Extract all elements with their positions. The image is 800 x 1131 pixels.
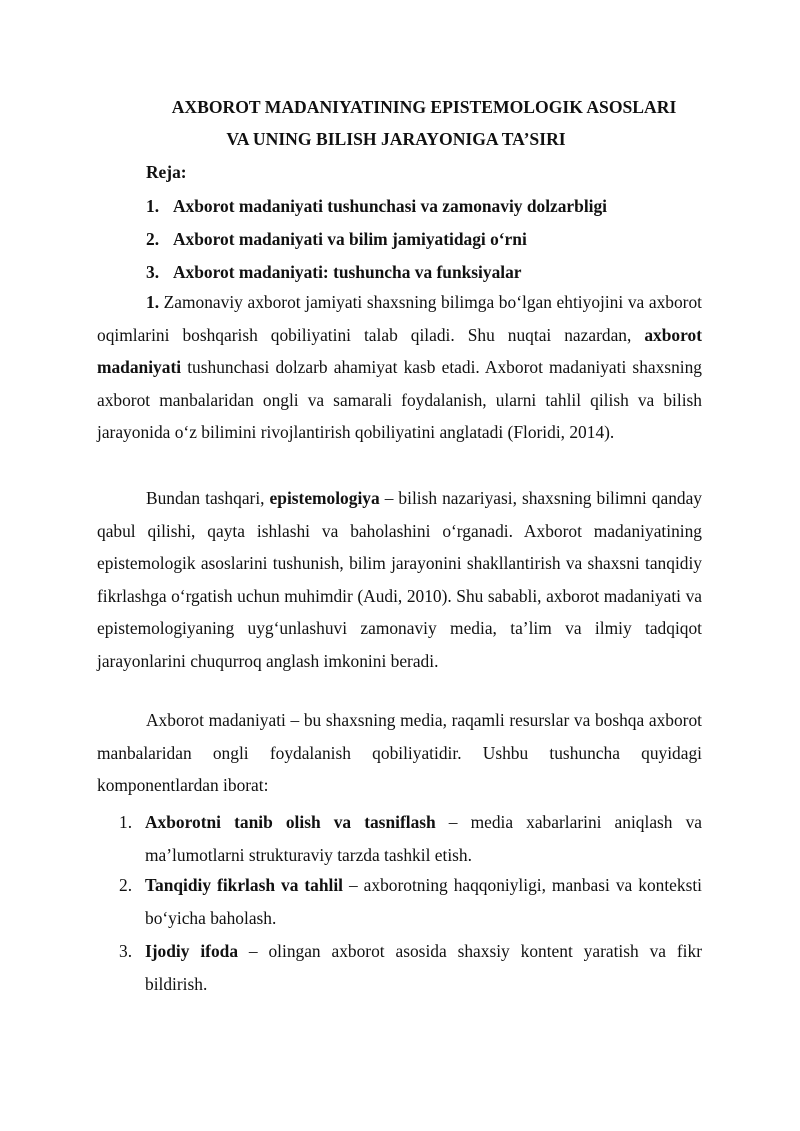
bold-term: epistemologiya	[269, 488, 380, 508]
list-item-number: 3.	[119, 941, 133, 961]
plan-item	[146, 261, 522, 283]
paragraph-text: tushunchasi dolzarb ahamiyat kasb etadi. Axborot madaniyati shaxsning axborot manbalaridan ongli va samarali foydalanish, ularni tahlil qilish va bilish jarayonida o‘z bilimini rivojlantirish qobiliyatini anglatadi (Floridi, 2014).	[97, 357, 702, 443]
paragraph-text: Axborot madaniyati – bu shaxsning media, raqamli resurslar va boshqa axborot manbalaridan ongli foydalanish qobiliyatidir. Ushbu tushuncha quyidagi komponentlardan iborat:	[97, 710, 702, 796]
plan-item	[146, 195, 607, 217]
plan-item-number: 2.	[146, 229, 160, 249]
plan-item-text: Axborot madaniyati: tushuncha va funksiyalar	[173, 262, 522, 282]
list-item	[97, 806, 702, 871]
list-item-number: 2.	[119, 875, 133, 895]
paragraph-text: Bundan tashqari,	[146, 488, 270, 508]
paragraph-intro	[97, 286, 702, 449]
bold-term: Tanqidiy fikrlash va tahlil	[145, 875, 344, 895]
list-item-text: – media xabarlarini aniqlash va ma’lumotlarni strukturaviy tarzda tashkil etish.	[145, 812, 702, 865]
list-item-text: – axborotning haqqoniyligi, manbasi va konteksti bo‘yicha baholash.	[145, 875, 703, 928]
paragraph-text: Zamonaviy axborot jamiyati shaxsning bilimga bo‘lgan ehtiyojini va axborot oqimlarini boshqarish qobiliyatini talab qiladi. Shu nuqtai nazardan,	[97, 292, 702, 345]
bold-term: Axborotni tanib olish va tasniflash	[145, 812, 436, 832]
list-item	[97, 935, 702, 1000]
plan-item-text: Axborot madaniyati va bilim jamiyatidagi o‘rni	[173, 229, 527, 249]
bold-term: axborot madaniyati	[97, 324, 702, 378]
paragraph-components-intro	[97, 704, 702, 802]
plan-item-number: 3.	[146, 262, 160, 282]
plan-item-text: Axborot madaniyati tushunchasi va zamonaviy dolzarbligi	[173, 196, 608, 216]
document-title-line-2: VA UNING BILISH JARAYONIGA TA’SIRI	[226, 129, 566, 149]
list-item-text: – olingan axborot asosida shaxsiy kontent yaratish va fikr bildirish.	[145, 941, 702, 994]
paragraph-epistemology	[97, 482, 702, 678]
plan-item	[146, 228, 527, 250]
plan-heading: Reja:	[146, 162, 187, 182]
list-item-number: 1.	[119, 812, 133, 832]
paragraph-text: – bilish nazariyasi, shaxsning bilimni qanday qabul qilishi, qayta ishlashi va baholashini o‘rganadi. Axborot madaniyatining epistemologik asoslarini tushunish, bilim jarayonini shakllantirish va shaxsni tanqidiy fikrlashga o‘rgatish uchun muhimdir (Audi, 2010). Shu sababli, axborot madaniyati va epistemologiyaning uyg‘unlashuvi zamonaviy media, ta’lim va ilmiy tadqiqot jarayonlarini chuqurroq anglash imkonini beradi.	[97, 488, 703, 671]
bold-term: Ijodiy ifoda	[145, 941, 239, 961]
document-title-line-1: AXBOROT MADANIYATINING EPISTEMOLOGIK ASOSLARI	[171, 97, 677, 117]
plan-item-number: 1.	[146, 196, 160, 216]
list-item	[97, 869, 702, 934]
paragraph-number: 1.	[146, 292, 160, 312]
